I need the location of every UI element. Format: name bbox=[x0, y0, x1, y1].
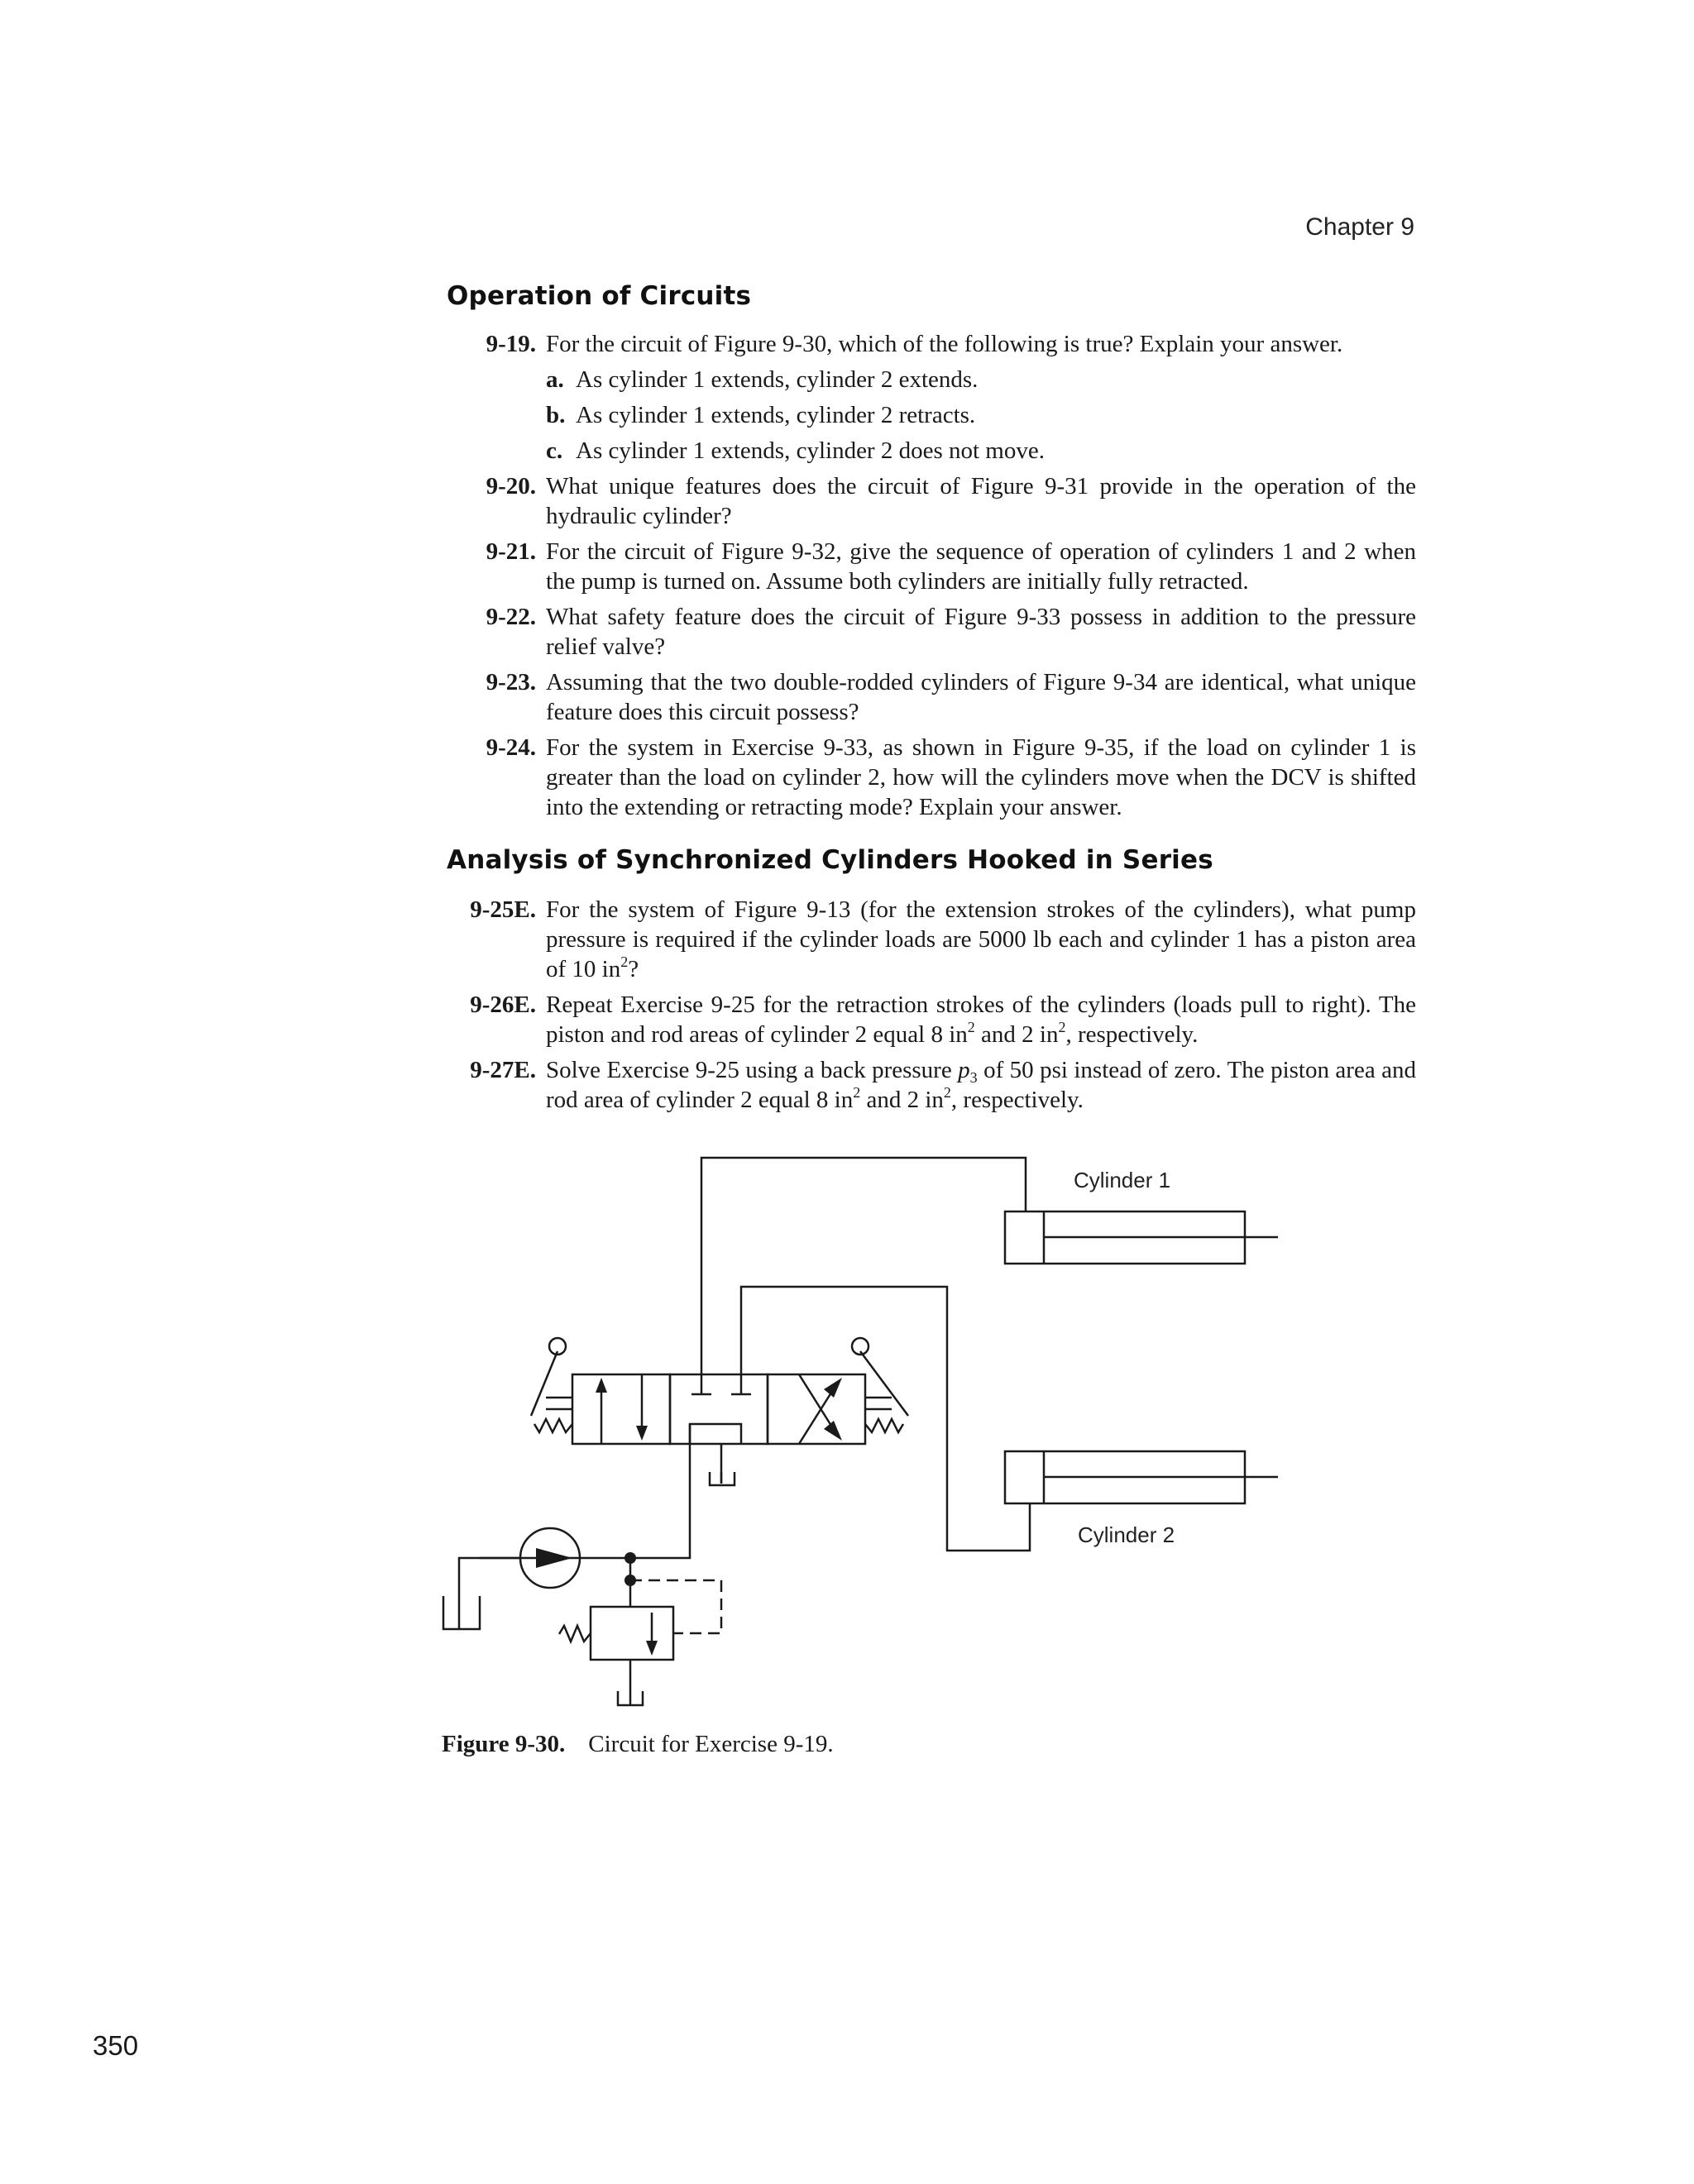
cylinder-1-symbol bbox=[1005, 1211, 1278, 1264]
option-letter: c. bbox=[546, 437, 563, 464]
cylinder-2-label: Cylinder 2 bbox=[1078, 1522, 1175, 1547]
exercise-number: 9-23. bbox=[486, 669, 536, 695]
exercise-9-20 bbox=[447, 471, 1416, 531]
figure-caption-label: Figure 9-30. bbox=[442, 1731, 566, 1757]
tank-symbol-pump bbox=[443, 1596, 480, 1629]
exercise-9-23 bbox=[447, 667, 1416, 727]
section-heading-operation-of-circuits: Operation of Circuits bbox=[447, 281, 752, 311]
option-text: As cylinder 1 extends, cylinder 2 retracts. bbox=[576, 402, 976, 428]
option-letter: a. bbox=[546, 366, 564, 393]
exercise-9-24 bbox=[447, 733, 1416, 822]
exercise-text: For the circuit of Figure 9-30, which of the following is true? Explain your answer. bbox=[546, 331, 1343, 357]
exercise-text: Repeat Exercise 9-25 for the retraction strokes of the cylinders (loads pull to right). The piston and rod areas of cylinder 2 equal 8 $in^2$ and 2 $in^2$, respectively. bbox=[546, 992, 1416, 1048]
cylinder-1-label: Cylinder 1 bbox=[1074, 1168, 1171, 1192]
option-text: As cylinder 1 extends, cylinder 2 extends. bbox=[576, 366, 979, 393]
exercise-text: What safety feature does the circuit of Figure 9-33 possess in addition to the pressure relief valve? bbox=[546, 604, 1416, 660]
exercise-list-analysis bbox=[447, 895, 1416, 1121]
page-number: 350 bbox=[93, 2030, 139, 2061]
chapter-label: Chapter 9 bbox=[1305, 213, 1414, 241]
exercise-9-25e bbox=[447, 895, 1416, 984]
option-a bbox=[546, 365, 1416, 394]
exercise-text: For the circuit of Figure 9-32, give the sequence of operation of cylinders 1 and 2 when the pump is turned on. Assume both cylinders are initially fully retracted. bbox=[546, 538, 1416, 595]
exercise-text: For the system in Exercise 9-33, as shown in Figure 9-35, if the load on cylinder 1 is greater than the load on cylinder 2, how will the cylinders move when the DCV is shifted into the extending or retracting mode? Explain your answer. bbox=[546, 734, 1416, 820]
section-heading-synchronized-cylinders: Analysis of Synchronized Cylinders Hooked in Series bbox=[447, 845, 1213, 875]
exercise-number: 9-19. bbox=[486, 331, 536, 357]
option-text: As cylinder 1 extends, cylinder 2 does not move. bbox=[576, 437, 1045, 464]
hydraulic-circuit-diagram bbox=[430, 1141, 1340, 1720]
exercise-number: 9-21. bbox=[486, 538, 536, 565]
exercise-number: 9-20. bbox=[486, 473, 536, 499]
exercise-9-27e bbox=[447, 1055, 1416, 1115]
figure-caption-text: Circuit for Exercise 9-19. bbox=[588, 1731, 834, 1757]
exercise-9-19 bbox=[447, 329, 1416, 359]
hydraulic-lines bbox=[459, 1158, 1030, 1705]
exercise-number: 9-24. bbox=[486, 734, 536, 761]
figure-caption bbox=[442, 1731, 834, 1758]
exercise-number: 9-26E. bbox=[470, 992, 536, 1018]
cylinder-2-symbol bbox=[1005, 1451, 1278, 1503]
exercise-number: 9-25E. bbox=[470, 896, 536, 923]
exercise-9-22 bbox=[447, 602, 1416, 662]
exercise-text: For the system of Figure 9-13 (for the extension strokes of the cylinders), what pump pressure is required if the cylinder loads are 5000 lb each and cylinder 1 has a piston area of 10 $in^2$? bbox=[546, 896, 1416, 982]
exercise-9-21 bbox=[447, 537, 1416, 596]
exercise-text: What unique features does the circuit of Figure 9-31 provide in the operation of the hydraulic cylinder? bbox=[546, 473, 1416, 529]
exercise-text: Assuming that the two double-rodded cylinders of Figure 9-34 are identical, what unique feature does this circuit possess? bbox=[546, 669, 1416, 725]
figure-9-30-circuit bbox=[430, 1141, 1340, 1720]
exercise-text: Solve Exercise 9-25 using a back pressure $p_3$ of 50 psi instead of zero. The piston area and rod area of cylinder 2 equal 8 $in^2$ and 2 $in^2$, respectively. bbox=[546, 1057, 1416, 1113]
exercise-list-operation bbox=[447, 329, 1416, 828]
option-letter: b. bbox=[546, 402, 566, 428]
option-c bbox=[546, 436, 1416, 466]
exercise-number: 9-27E. bbox=[470, 1057, 536, 1083]
directional-control-valve bbox=[531, 1338, 908, 1444]
exercise-9-26e bbox=[447, 990, 1416, 1049]
option-b bbox=[546, 400, 1416, 430]
exercise-number: 9-22. bbox=[486, 604, 536, 630]
pressure-relief-valve bbox=[559, 1580, 721, 1660]
